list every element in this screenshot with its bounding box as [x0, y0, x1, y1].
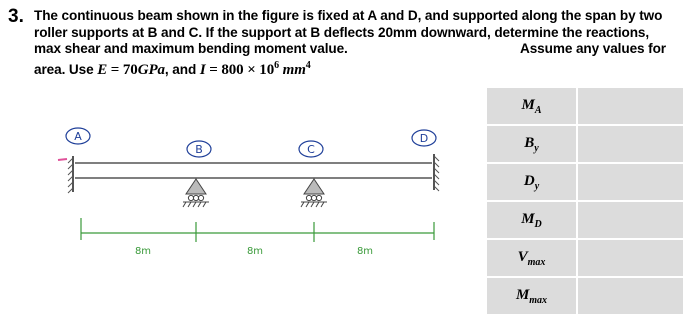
support-label-d: D — [419, 132, 429, 145]
dimension-line — [81, 218, 434, 242]
value-cell-md[interactable] — [578, 202, 683, 238]
table-row — [487, 88, 683, 124]
table-row — [487, 202, 683, 238]
support-label-a: A — [74, 130, 82, 143]
span-label-bc: 8m — [246, 246, 264, 257]
problem-line-2: roller supports at B and C. If the support at B deflects 20mm downward, determine the reactions, — [34, 24, 650, 40]
and-text: , and — [164, 61, 197, 77]
table-row — [487, 240, 683, 276]
roller-support-c — [301, 179, 327, 207]
label-cell-mmax: $M_{max}$ — [487, 278, 576, 314]
fixed-support-a — [68, 156, 73, 193]
value-cell-mmax[interactable] — [578, 278, 683, 314]
problem-line-4 — [34, 58, 666, 79]
label-circle-a — [66, 128, 90, 144]
table-row — [487, 164, 683, 200]
label-circle-d — [412, 130, 436, 146]
results-table — [485, 86, 685, 316]
problem-statement — [34, 8, 666, 78]
label-circle-b — [187, 141, 211, 157]
area-use-text: area. Use — [34, 61, 94, 77]
label-cell-dy: $D_y$ — [487, 164, 576, 200]
label-cell-by: $B_y$ — [487, 126, 576, 162]
question-number: 3. — [8, 6, 24, 27]
problem-line-1: The continuous beam shown in the figure is fixed at A and D, and supported along the span by two — [34, 8, 663, 23]
roller-support-b — [183, 179, 209, 207]
beam-figure — [55, 118, 450, 273]
label-cell-md: $M_D$ — [487, 202, 576, 238]
value-cell-by[interactable] — [578, 126, 683, 162]
problem-line-3 — [34, 41, 666, 58]
support-label-c: C — [307, 143, 315, 156]
ink-mark — [58, 159, 67, 160]
value-cell-ma[interactable] — [578, 88, 683, 124]
label-circle-c — [299, 141, 323, 157]
table-row — [487, 278, 683, 314]
value-cell-vmax[interactable] — [578, 240, 683, 276]
value-cell-dy[interactable] — [578, 164, 683, 200]
fixed-support-d — [434, 154, 439, 191]
problem-line-3-left: max shear and maximum bending moment value. — [34, 41, 348, 56]
label-cell-ma: $M_A$ — [487, 88, 576, 124]
modulus-formula: E = 70GPa — [97, 61, 165, 78]
inertia-formula: $I = 800 \times 10^6$ $mm^4$ — [199, 59, 311, 78]
support-label-b: B — [195, 143, 203, 156]
beam — [75, 163, 432, 178]
label-cell-vmax: $V_{max}$ — [487, 240, 576, 276]
span-label-cd: 8m — [356, 246, 374, 257]
table-row — [487, 126, 683, 162]
problem-line-3-right: Assume any values for — [520, 41, 666, 56]
span-label-ab: 8m — [134, 246, 152, 257]
